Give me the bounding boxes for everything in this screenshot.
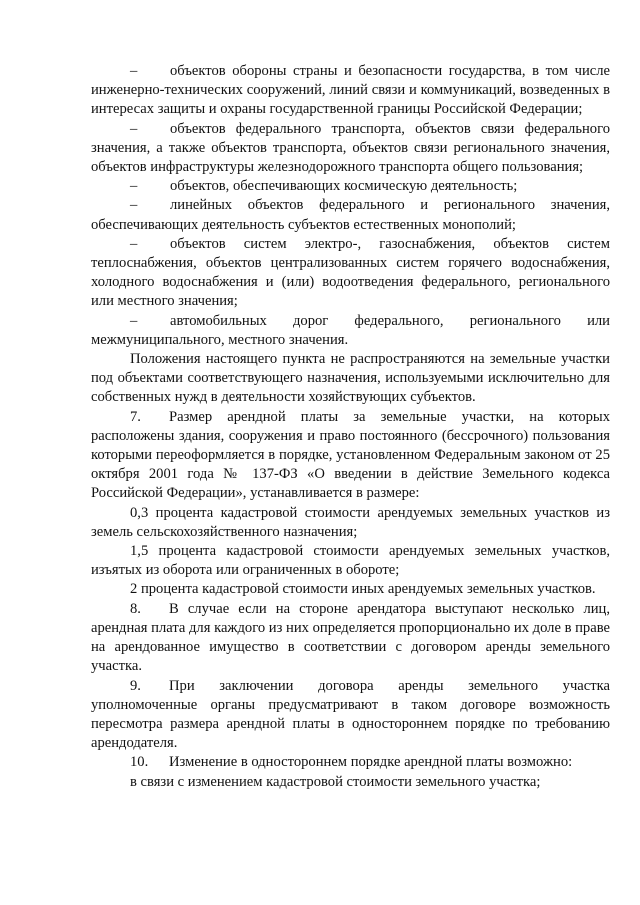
- list-item-text: объектов систем электро-, газоснабжения, объектов систем теплоснабжения, объектов централизованных систем горячего водоснабжения, холодного водоснабжения и (или) водоотведения федерального, регионального или местного значения;: [91, 235, 610, 310]
- paragraph-9: [91, 677, 610, 754]
- list-item-text: объектов, обеспечивающих космическую деятельность;: [170, 178, 518, 195]
- list-item: [91, 120, 610, 178]
- paragraph-text: Изменение в одностороннем порядке арендной платы возможно:: [169, 754, 573, 771]
- paragraph-number: 7.: [130, 408, 141, 425]
- list-item: [91, 235, 610, 312]
- exclusion-paragraph: Положения настоящего пункта не распространяются на земельные участки под объектами соответствующего назначения, используемыми исключительно для собственных нужд в деятельности хозяйствующих субъектов.: [91, 351, 610, 406]
- paragraph-10-case: в связи с изменением кадастровой стоимости земельного участка;: [130, 773, 541, 790]
- paragraph-number: 9.: [130, 677, 141, 694]
- list-item-text: объектов обороны страны и безопасности государства, в том числе инженерно-технических сооружений, линий связи и коммуникаций, возведенных в интересах защиты и охраны государственной границы Российской Федерации;: [91, 63, 610, 118]
- list-item-text: линейных объектов федерального и регионального значения, обеспечивающих деятельность субъектов естественных монополий;: [91, 197, 610, 233]
- paragraph-number: 8.: [130, 600, 141, 617]
- paragraph-text: В случае если на стороне арендатора выступают несколько лиц, арендная плата для каждого из них определяется пропорционально их доле в праве на арендованное имущество в соответствии с договором аренды земельного участка.: [91, 600, 610, 675]
- list-item: [91, 177, 610, 196]
- paragraph-7: [91, 408, 610, 504]
- list-item: [91, 312, 610, 350]
- list-item-text: автомобильных дорог федерального, регионального или межмуниципального, местного значения.: [91, 312, 610, 348]
- rate-item: 2 процента кадастровой стоимости иных арендуемых земельных участков.: [130, 581, 596, 598]
- rate-item: 0,3 процента кадастровой стоимости арендуемых земельных участков из земель сельскохозяйственного назначения;: [91, 504, 610, 540]
- list-item: [91, 196, 610, 234]
- paragraph-number: 10.: [130, 754, 149, 771]
- paragraph-text: При заключении договора аренды земельного участка уполномоченные органы предусматривают в таком договоре возможность пересмотра размера арендной платы в одностороннем порядке по требованию арендодателя.: [91, 677, 610, 752]
- dash-marker: –: [130, 63, 138, 79]
- list-item: [91, 62, 610, 120]
- dash-marker: –: [130, 178, 138, 195]
- list-item-text: объектов федерального транспорта, объектов связи федерального значения, а также объектов транспорта, объектов связи регионального значения, объектов инфраструктуры железнодорожного транспорта общего пользования;: [91, 120, 610, 176]
- document-page: [91, 62, 610, 792]
- dash-marker: –: [130, 120, 138, 137]
- paragraph-10: [91, 753, 610, 772]
- dash-marker: –: [130, 197, 138, 214]
- dash-marker: –: [130, 235, 138, 252]
- paragraph-text: Размер арендной платы за земельные участки, на которых расположены здания, сооружения и право постоянного (бессрочного) пользования которыми переоформляется в порядке, установленном Федеральным законом от 25 октября 2001 года № 137-ФЗ «О введении в действие Земельного кодекса Российской Федерации», устанавливается в размере:: [91, 408, 610, 502]
- rate-item: 1,5 процента кадастровой стоимости арендуемых земельных участков, изъятых из оборота или ограниченных в обороте;: [91, 543, 610, 579]
- paragraph-8: [91, 600, 610, 677]
- dash-marker: –: [130, 312, 138, 329]
